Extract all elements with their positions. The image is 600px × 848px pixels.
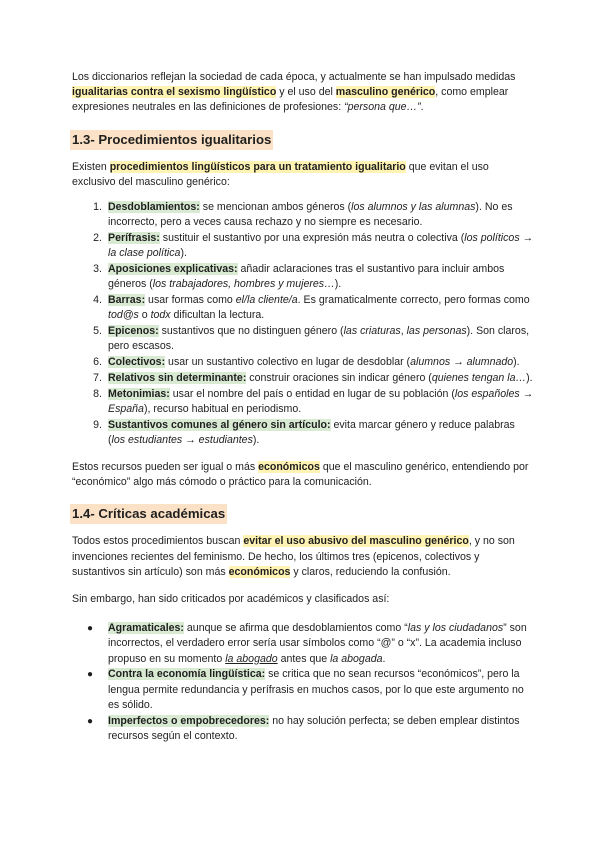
- list-item: ● Imperfectos o empobrecedores: no hay solución perfecta; se deben emplear distintos recursos según el contexto.: [87, 714, 520, 742]
- section-1-4-lead: Sin embargo, han sido criticados por académicos y clasificados así:: [72, 593, 390, 606]
- highlight: económicos: [258, 461, 320, 474]
- bullet-icon: ●: [87, 623, 94, 635]
- list-item: 2. Perífrasis: sustituir el sustantivo por una expresión más neutra o colectiva (los políticos → la clase política).: [93, 232, 534, 260]
- list-item: 9. Sustantivos comunes al género sin artículo: evita marcar género y reduce palabras (los estudiantes → estudiantes).: [93, 418, 515, 446]
- highlight: evitar el uso abusivo del masculino genérico: [243, 535, 469, 548]
- highlight: procedimientos lingüísticos para un tratamiento igualitario: [109, 160, 406, 173]
- list-item: ● Agramaticales: aunque se afirma que desdoblamientos como “las y los ciudadanos” son incorrectos, el verdadero error sería usar símbolos como “@” o “x”. La academia incluso propuso en su momento la abogado antes que la abogada.: [87, 622, 527, 665]
- section-heading-1-4: 1.4- Críticas académicas: [70, 504, 227, 524]
- list-item: 3. Aposiciones explicativas: añadir aclaraciones tras el sustantivo para incluir ambos géneros (los trabajadores, hombres y mujeres…).: [93, 263, 505, 291]
- document-body: [72, 70, 534, 745]
- list-item: 5. Epicenos: sustantivos que no distinguen género (las criaturas, las personas). Son claros, pero escasos.: [93, 325, 530, 353]
- highlight: económicos: [228, 565, 291, 578]
- list-item: 8. Metonimias: usar el nombre del país o entidad en lugar de su población (los españoles → España), recurso habitual en periodismo.: [93, 387, 534, 415]
- list-item: 6. Colectivos: usar un sustantivo colectivo en lugar de desdoblar (alumnos → alumnado).: [93, 356, 520, 369]
- procedures-list: [72, 200, 534, 448]
- section-heading-1-3: 1.3- Procedimientos igualitarios: [70, 130, 273, 150]
- highlight: igualitarias contra el sexismo lingüístico: [72, 86, 277, 99]
- section-1-4-paragraph: Todos estos procedimientos buscan evitar el uso abusivo del masculino genérico, y no son invenciones recientes del feminismo. De hecho, los últimos tres (epicenos, colectivos y sustantivos sin artículo) son más económicos y claros, reduciendo la confusión.: [72, 535, 515, 578]
- bullet-icon: ●: [87, 669, 94, 681]
- highlight: masculino genérico: [335, 86, 436, 99]
- bullet-icon: ●: [87, 715, 94, 727]
- section-1-3-lead: Existen procedimientos lingüísticos para un tratamiento igualitario que evitan el uso exclusivo del masculino genérico:: [72, 160, 489, 188]
- criticisms-list: [72, 621, 534, 744]
- list-item: 7. Relativos sin determinante: construir oraciones sin indicar género (quienes tengan la…).: [93, 371, 533, 384]
- list-item: 1. Desdoblamientos: se mencionan ambos géneros (los alumnos y las alumnas). No es incorrecto, pero a veces causa rechazo y no siempre es necesario.: [93, 201, 513, 229]
- intro-paragraph: Los diccionarios reflejan la sociedad de cada época, y actualmente se han impulsado medidas igualitarias contra el sexismo lingüístico y el uso del masculino genérico, como emplear expresiones neutrales en las definiciones de profesiones: “persona que…”.: [72, 71, 516, 114]
- list-item: 4. Barras: usar formas como el/la cliente/a. Es gramaticalmente correcto, pero formas como tod@s o todx dificultan la lectura.: [93, 294, 530, 322]
- list-item: ● Contra la economía lingüística: se critica que no sean recursos “económicos”, pero la lengua permite redundancia y perífrasis en muchos casos, por lo que este argumento no es sólido.: [87, 668, 524, 711]
- section-1-3-closing: Estos recursos pueden ser igual o más económicos que el masculino genérico, entendiendo por “económico” algo más cómodo o práctico para la comunicación.: [72, 461, 529, 489]
